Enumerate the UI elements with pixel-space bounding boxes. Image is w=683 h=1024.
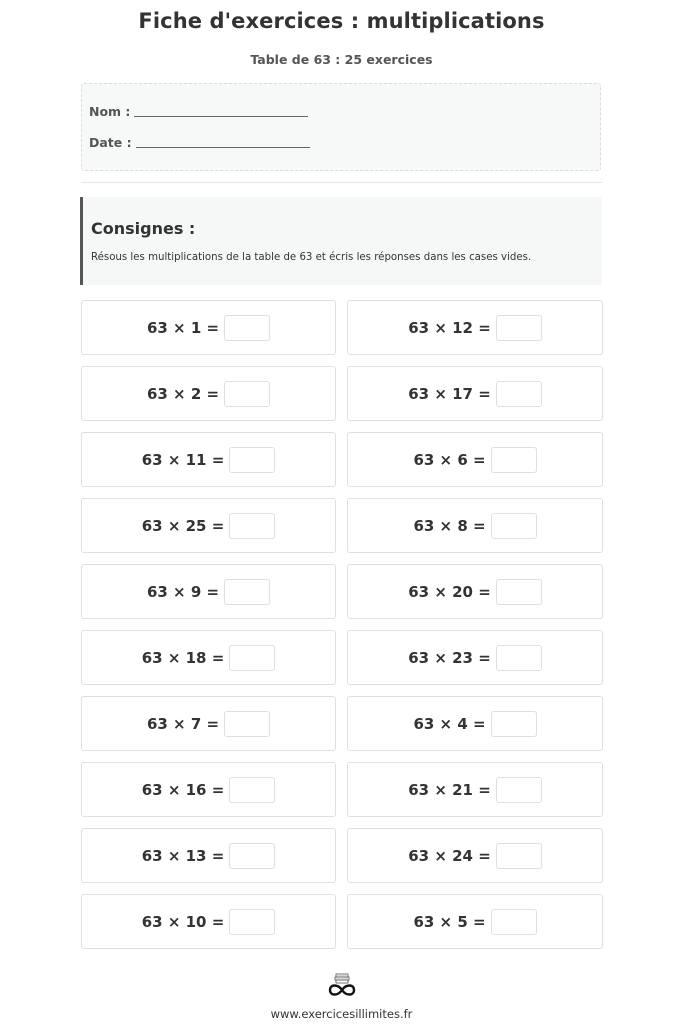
- exercise-expression: 63 × 8 =: [413, 516, 486, 535]
- answer-input[interactable]: [496, 381, 542, 407]
- answer-input[interactable]: [496, 315, 542, 341]
- answer-input[interactable]: [491, 447, 537, 473]
- exercise-expression: 63 × 6 =: [413, 450, 486, 469]
- exercise-card: [347, 894, 603, 949]
- answer-input[interactable]: [224, 711, 270, 737]
- exercise-expression: 63 × 4 =: [413, 714, 486, 733]
- exercise-expression: 63 × 25 =: [141, 516, 225, 535]
- exercise-card: [81, 696, 336, 751]
- exercise-card: [347, 630, 603, 685]
- exercise-card: [347, 366, 603, 421]
- exercise-card: [81, 762, 336, 817]
- answer-input[interactable]: [496, 579, 542, 605]
- exercise-card: [81, 300, 336, 355]
- exercise-card: [347, 300, 603, 355]
- exercise-card: [81, 564, 336, 619]
- date-line: [89, 135, 310, 150]
- answer-input[interactable]: [224, 315, 270, 341]
- instructions-heading: Consignes :: [91, 219, 196, 238]
- answer-input[interactable]: [496, 645, 542, 671]
- name-blank[interactable]: [134, 115, 308, 117]
- exercise-expression: 63 × 20 =: [408, 582, 491, 601]
- exercise-expression: 63 × 7 =: [146, 714, 220, 733]
- worksheet-title: Fiche d'exercices : multiplications: [138, 9, 545, 33]
- worksheet-subtitle: Table de 63 : 25 exercices: [250, 52, 433, 67]
- exercise-card: [347, 564, 603, 619]
- exercise-card: [81, 828, 336, 883]
- exercise-expression: 63 × 10 =: [141, 912, 225, 931]
- exercise-expression: 63 × 21 =: [408, 780, 491, 799]
- exercise-card: [347, 696, 603, 751]
- exercise-grid: [81, 300, 603, 949]
- exercise-expression: 63 × 12 =: [408, 318, 491, 337]
- answer-input[interactable]: [491, 513, 537, 539]
- footer-url: www.exercicesillimites.fr: [270, 1007, 413, 1021]
- answer-input[interactable]: [496, 843, 542, 869]
- answer-input[interactable]: [491, 711, 537, 737]
- exercise-card: [347, 828, 603, 883]
- answer-input[interactable]: [224, 381, 270, 407]
- exercise-expression: 63 × 11 =: [141, 450, 225, 469]
- exercise-expression: 63 × 16 =: [141, 780, 225, 799]
- answer-input[interactable]: [496, 777, 542, 803]
- answer-input[interactable]: [229, 777, 275, 803]
- exercise-expression: 63 × 23 =: [408, 648, 491, 667]
- exercise-card: [81, 894, 336, 949]
- exercise-expression: 63 × 24 =: [408, 846, 491, 865]
- exercise-card: [347, 762, 603, 817]
- name-label: Nom :: [89, 104, 131, 119]
- infinity-books-logo-icon: [326, 973, 358, 999]
- date-blank[interactable]: [136, 146, 310, 148]
- exercise-card: [81, 630, 336, 685]
- exercise-expression: 63 × 17 =: [408, 384, 491, 403]
- name-line: [89, 104, 308, 119]
- answer-input[interactable]: [229, 513, 275, 539]
- exercise-card: [347, 498, 603, 553]
- exercise-expression: 63 × 13 =: [141, 846, 225, 865]
- answer-input[interactable]: [229, 645, 275, 671]
- divider: [81, 182, 602, 183]
- exercise-expression: 63 × 5 =: [413, 912, 486, 931]
- exercise-card: [81, 498, 336, 553]
- student-info-box: [81, 83, 601, 171]
- instructions-text: Résous les multiplications de la table de 63 et écris les réponses dans les cases vides.: [91, 252, 532, 263]
- answer-input[interactable]: [229, 909, 275, 935]
- exercise-expression: 63 × 2 =: [146, 384, 220, 403]
- exercise-card: [81, 432, 336, 487]
- answer-input[interactable]: [229, 843, 275, 869]
- exercise-expression: 63 × 9 =: [146, 582, 220, 601]
- answer-input[interactable]: [224, 579, 270, 605]
- answer-input[interactable]: [229, 447, 275, 473]
- exercise-expression: 63 × 1 =: [146, 318, 220, 337]
- instructions-box: [80, 197, 602, 285]
- exercise-card: [347, 432, 603, 487]
- date-label: Date :: [89, 135, 132, 150]
- exercise-expression: 63 × 18 =: [141, 648, 225, 667]
- exercise-card: [81, 366, 336, 421]
- answer-input[interactable]: [491, 909, 537, 935]
